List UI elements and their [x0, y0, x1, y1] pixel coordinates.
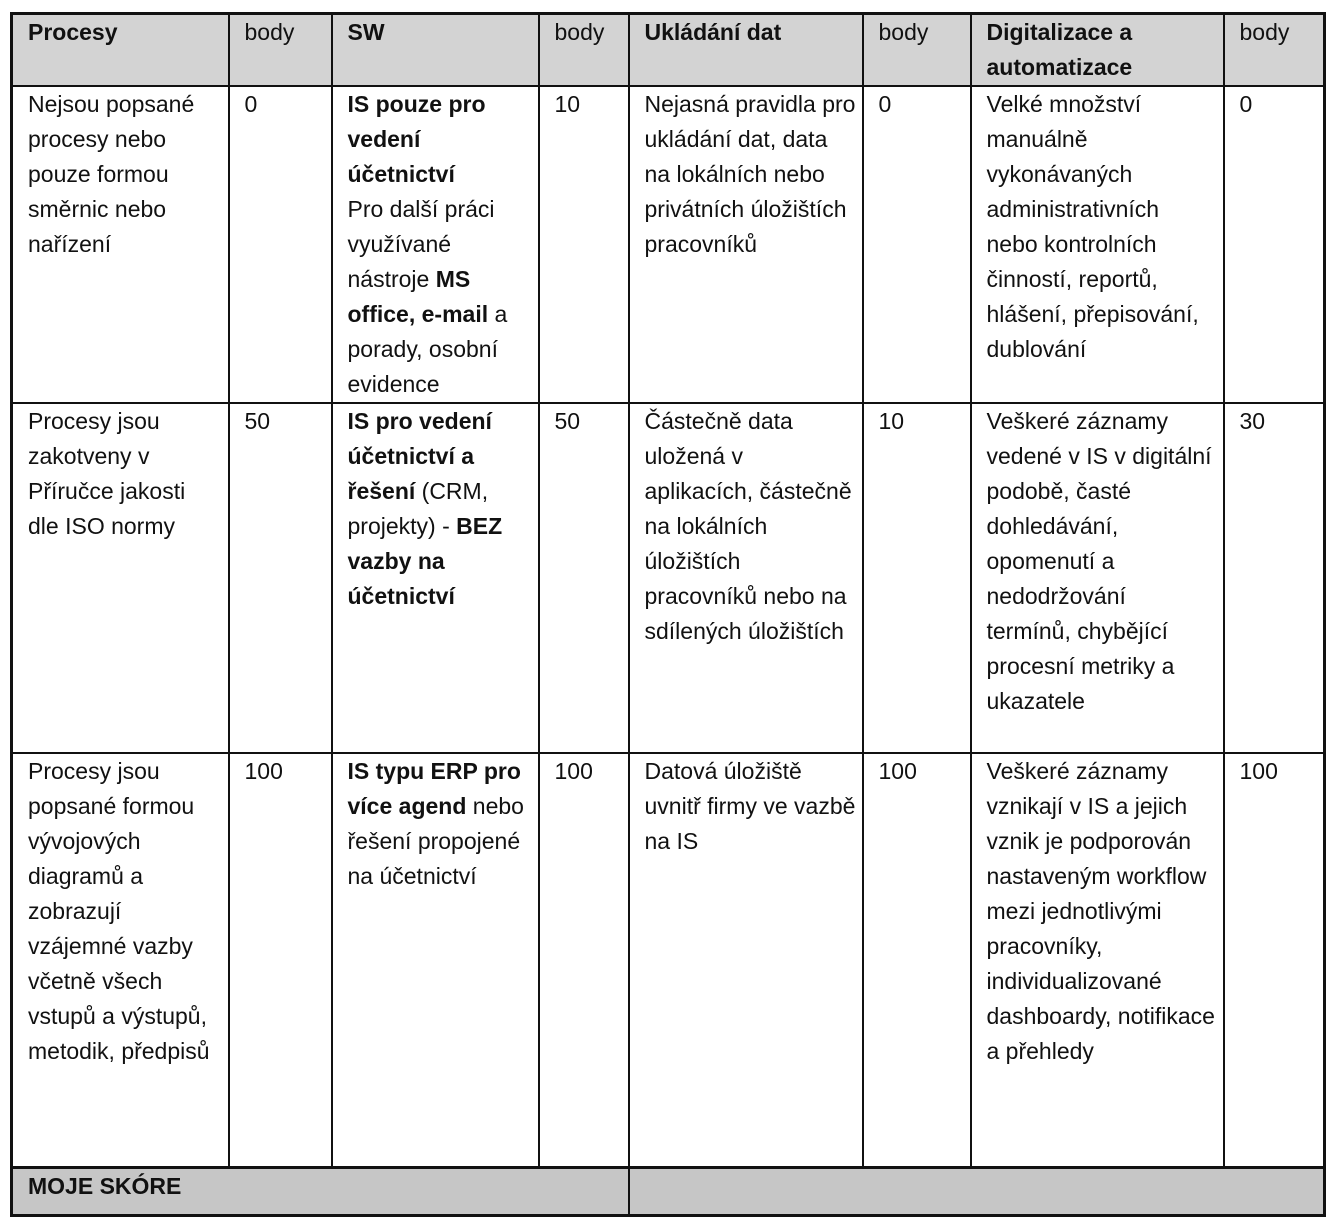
sw-bold-text: IS pro vedení účetnictví a řešení — [347, 408, 492, 504]
header-body-procesy: body — [229, 14, 332, 87]
sw-bold-text: BEZ vazby na účetnictví — [347, 513, 503, 609]
header-body-ukladani: body — [863, 14, 971, 87]
cell-points: 100 — [229, 753, 332, 1167]
cell-points: 50 — [229, 403, 332, 753]
score-value[interactable] — [629, 1167, 1325, 1215]
sw-text: (CRM, projekty) - — [347, 478, 489, 539]
cell-storage: Datová úložiště uvnitř firmy ve vazbě na IS — [629, 753, 863, 1167]
cell-sw — [332, 86, 539, 403]
header-sw: SW — [332, 14, 539, 87]
cell-sw — [332, 753, 539, 1167]
cell-points: 30 — [1224, 403, 1325, 753]
table-row — [12, 86, 1325, 403]
cell-digital: Veškeré záznamy vznikají v IS a jejich vznik je podporován nastaveným workflow mezi jednotlivými pracovníky, individualizované dashboardy, notifikace a přehledy — [971, 753, 1224, 1167]
header-procesy: Procesy — [12, 14, 229, 87]
table-header-row — [12, 14, 1325, 87]
score-row — [12, 1167, 1325, 1215]
cell-points: 50 — [539, 403, 629, 753]
sw-text: a porady, osobní evidence — [347, 301, 508, 397]
cell-processes: Procesy jsou popsané formou vývojových diagramů a zobrazují vzájemné vazby včetně všech vstupů a výstupů, metodik, předpisů — [12, 753, 229, 1167]
cell-points: 100 — [1224, 753, 1325, 1167]
header-ukladani-dat: Ukládání dat — [629, 14, 863, 87]
cell-points: 100 — [863, 753, 971, 1167]
cell-points: 10 — [539, 86, 629, 403]
sw-bold-text: MS office, e-mail — [347, 266, 489, 327]
table-row — [12, 753, 1325, 1167]
cell-points: 100 — [539, 753, 629, 1167]
cell-storage: Nejasná pravidla pro ukládání dat, data na lokálních nebo privátních úložištích pracovníků — [629, 86, 863, 403]
table-row — [12, 403, 1325, 753]
sw-text: nebo řešení propojené na účetnictví — [347, 793, 524, 889]
sw-bold-text: IS pouze pro vedení účetnictví — [347, 91, 486, 187]
score-label: MOJE SKÓRE — [12, 1167, 629, 1215]
cell-processes: Nejsou popsané procesy nebo pouze formou směrnic nebo nařízení — [12, 86, 229, 403]
cell-points: 0 — [863, 86, 971, 403]
header-body-digitalizace: body — [1224, 14, 1325, 87]
cell-points: 0 — [229, 86, 332, 403]
cell-digital: Velké množství manuálně vykonávaných administrativních nebo kontrolních činností, reportů, hlášení, přepisování, dublování — [971, 86, 1224, 403]
sw-bold-text: IS typu ERP pro více agend — [347, 758, 521, 819]
cell-points: 10 — [863, 403, 971, 753]
sw-text: Pro další práci využívané nástroje — [347, 196, 495, 292]
header-digitalizace: Digitalizace a automatizace — [971, 14, 1224, 87]
cell-storage: Částečně data uložená v aplikacích, částečně na lokálních úložištích pracovníků nebo na sdílených úložištích — [629, 403, 863, 753]
cell-points: 0 — [1224, 86, 1325, 403]
scoring-table — [10, 12, 1326, 1217]
header-body-sw: body — [539, 14, 629, 87]
cell-digital: Veškeré záznamy vedené v IS v digitální podobě, časté dohledávání, opomenutí a nedodržování termínů, chybějící procesní metriky a ukazatele — [971, 403, 1224, 753]
cell-sw — [332, 403, 539, 753]
cell-processes: Procesy jsou zakotveny v Příručce jakosti dle ISO normy — [12, 403, 229, 753]
